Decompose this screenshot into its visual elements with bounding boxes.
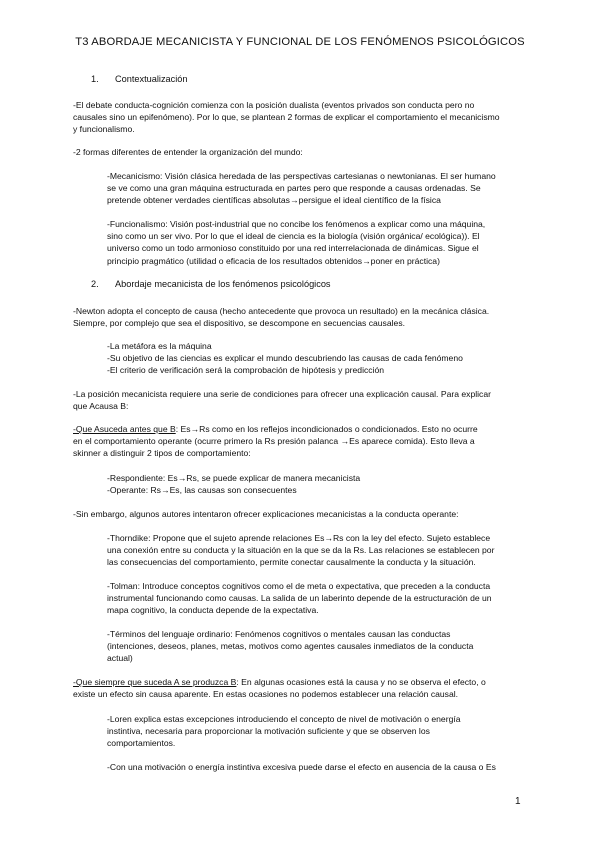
- document-title: T3 ABORDAJE MECANICISTA Y FUNCIONAL DE LOS FENÓMENOS PSICOLÓGICOS: [75, 36, 525, 48]
- paragraph-mecanicismo: [107, 170, 521, 207]
- text-line: mapa cognitivo, la conducta depende de la expectativa.: [107, 605, 319, 616]
- text-line: principio pragmático (utilidad o eficacia de los resultados obtenidos→poner en práctica): [107, 255, 440, 266]
- text-line: se ve como una gran máquina estructurada en partes pero que responde a causas ordenadas. Se: [107, 183, 481, 194]
- underlined-condition: -Que siempre que suceda A se produzca B: [73, 677, 237, 687]
- text-line: -Thorndike: Propone que el sujeto aprende relaciones Es→Rs con la ley del efecto. Sujeto establece: [107, 533, 491, 543]
- underlined-condition: -Que Asuceda antes que B: [73, 424, 176, 434]
- text-line: -Términos del lenguaje ordinario: Fenómenos cognitivos o mentales causan las conductas: [107, 629, 451, 639]
- list-item: -Operante: Rs→Es, las causas son consecuentes: [107, 485, 297, 496]
- text-line: -2 formas diferentes de entender la organización del mundo:: [73, 147, 303, 157]
- list-item: -Respondiente: Es→Rs, se puede explicar de manera mecanicista: [107, 473, 361, 483]
- page-number: 1: [515, 796, 521, 807]
- text-line: en el comportamiento operante (ocurre primero la Rs presión palanca →Es aparece comida). Esto lleva a: [73, 436, 475, 447]
- paragraph-thorndike: [107, 532, 521, 569]
- text-line: universo como un todo armonioso constituido por una red interrelacionada de dinámicas. Sigue el: [107, 243, 479, 254]
- text-line: -La posición mecanicista requiere una serie de condiciones para ofrecer una explicación causal. Para explicar: [73, 389, 491, 399]
- paragraph-condition-a-before-b: [73, 423, 523, 460]
- paragraph-tolman: [107, 580, 521, 617]
- text-line: (intenciones, deseos, planes, metas, motivos como agentes causales inmediatos de la conducta: [107, 641, 474, 652]
- section-label: Contextualización: [115, 74, 188, 84]
- text-line: comportamientos.: [107, 738, 176, 749]
- text-line: sino como un ser vivo. Por lo que el ideal de ciencia es la biología (visión orgánica/ ecológica)). El: [107, 231, 480, 242]
- paragraph-ordinary-language: [107, 628, 521, 665]
- paragraph-however: [73, 508, 523, 520]
- text-fragment: : Es→Rs como en los reflejos incondicionados o condicionados. Esto no ocurre: [175, 424, 478, 434]
- text-line: -Funcionalismo: Visión post-industrial que no concibe los fenómenos a explicar como una máquina,: [107, 219, 486, 229]
- text-line: -Newton adopta el concepto de causa (hecho antecedente que provoca un resultado) en la mecánica clásica.: [73, 306, 490, 316]
- paragraph-newton: [73, 305, 523, 329]
- text-line: -Con una motivación o energía instintiva excesiva puede darse el efecto en ausencia de la causa o Es: [107, 762, 496, 772]
- section-number: 2.: [91, 279, 99, 289]
- text-line: actual): [107, 653, 133, 664]
- list-item: -El criterio de verificación será la comprobación de hipótesis y predicción: [107, 365, 385, 376]
- paragraph-funcionalismo: [107, 218, 521, 267]
- text-line: -Mecanicismo: Visión clásica heredada de las perspectivas cartesianas o newtonianas. El ser humano: [107, 171, 496, 181]
- section-label: Abordaje mecanicista de los fenómenos psicológicos: [115, 279, 331, 289]
- paragraph-excessive-motivation: [107, 761, 521, 773]
- list-behavior-types: [107, 472, 521, 496]
- section-heading-2: [91, 279, 331, 289]
- text-line: causales sino un epifenómeno). Por lo que, se plantean 2 formas de explicar el comportamiento el mecanicismo: [73, 112, 500, 123]
- text-line: instintiva, necesaria para proporcionar la motivación suficiente y que se observen los: [107, 726, 430, 737]
- paragraph-loren: [107, 713, 521, 750]
- paragraph-debate: [73, 99, 523, 136]
- text-line: [73, 676, 523, 688]
- text-line: y funcionalismo.: [73, 124, 135, 135]
- text-line: instrumental funcionando como causas. La salida de un laberinto depende de la estructuración de un: [107, 593, 492, 604]
- text-line: -Tolman: Introduce conceptos cognitivos como el de meta o expectativa, que preceden a la conducta: [107, 581, 491, 591]
- text-line: pretende obtener verdades científicas absolutas→persigue el ideal científico de la física: [107, 195, 441, 206]
- text-fragment: : En algunas ocasiones está la causa y no se observa el efecto, o: [236, 677, 486, 687]
- paragraph-condition-always: [73, 676, 523, 700]
- text-line: que Acausa B:: [73, 401, 129, 412]
- section-heading-1: [91, 74, 188, 84]
- text-line: -Loren explica estas excepciones introduciendo el concepto de nivel de motivación o energía: [107, 714, 461, 724]
- text-line: las consecuencias del comportamiento, permite conectar causalmente la conducta y la situación.: [107, 557, 476, 568]
- paragraph-two-forms: [73, 146, 523, 158]
- text-line: skinner a distinguir 2 tipos de comportamiento:: [73, 448, 251, 459]
- list-item: -Su objetivo de las ciencias es explicar el mundo descubriendo las causas de cada fenómeno: [107, 353, 463, 364]
- text-line: -El debate conducta-cognición comienza con la posición dualista (eventos privados son conducta pero no: [73, 100, 475, 110]
- text-line: [73, 423, 523, 435]
- section-number: 1.: [91, 74, 99, 84]
- text-line: existe un efecto sin causa aparente. En estas ocasiones no podemos establecer una relación causal.: [73, 689, 459, 700]
- list-item: -La metáfora es la máquina: [107, 341, 212, 351]
- text-line: -Sin embargo, algunos autores intentaron ofrecer explicaciones mecanicistas a la conducta operante:: [73, 509, 459, 519]
- text-line: Siempre, por complejo que sea el dispositivo, se descompone en secuencias causales.: [73, 318, 406, 329]
- list-mechanism-principles: [107, 340, 521, 377]
- text-line: una conexión entre su conducta y la situación en la que se da la Rs. Las relaciones se establecen por: [107, 545, 495, 556]
- paragraph-conditions: [73, 388, 523, 412]
